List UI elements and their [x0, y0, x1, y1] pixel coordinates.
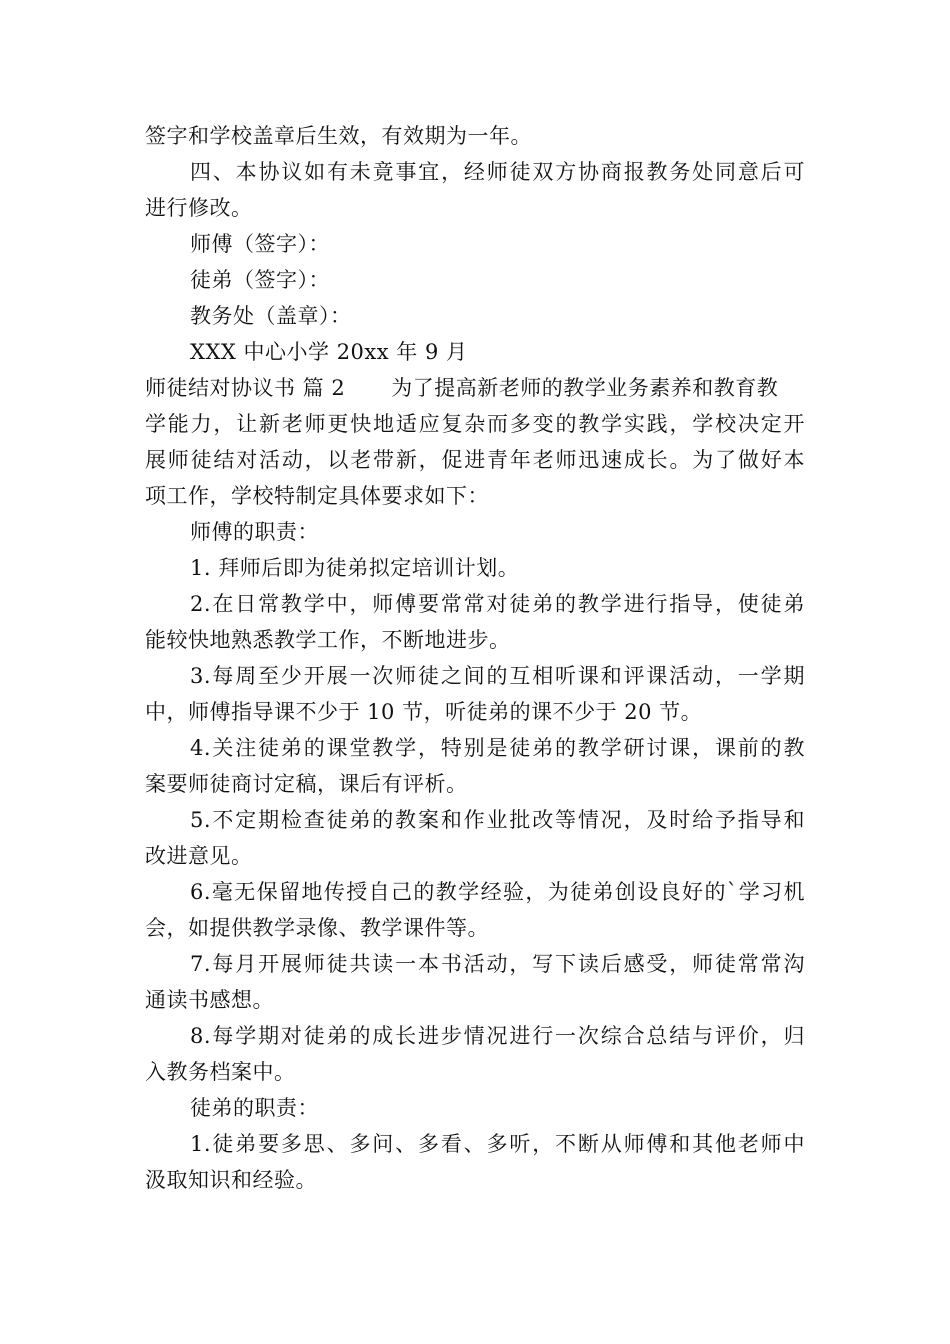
paragraph-line: 展师徒结对活动，以老带新，促进青年老师迅速成长。为了做好本 — [145, 448, 805, 472]
section-title: 师徒结对协议书 篇 2 — [145, 376, 346, 400]
list-item: 3.每周至少开展一次师徒之间的互相听课和评课活动，一学期 — [190, 664, 805, 688]
list-item-continuation: 汲取知识和经验。 — [145, 1168, 317, 1192]
subheading-apprentice-duties: 徒弟的职责： — [190, 1096, 319, 1120]
paragraph-line: 项工作，学校特制定具体要求如下： — [145, 484, 489, 508]
list-item: 4.关注徒弟的课堂教学，特别是徒弟的教学研讨课，课前的教 — [190, 736, 805, 760]
list-item: 8.每学期对徒弟的成长进步情况进行一次综合总结与评价，归 — [190, 1024, 805, 1048]
list-item-continuation: 通读书感想。 — [145, 988, 274, 1012]
paragraph-line: 签字和学校盖章后生效，有效期为一年。 — [145, 124, 532, 148]
list-item: 2.在日常教学中，师傅要常常对徒弟的教学进行指导，使徒弟 — [190, 592, 805, 616]
paragraph-line: 进行修改。 — [145, 196, 253, 220]
list-item-continuation: 入教务档案中。 — [145, 1060, 296, 1084]
seal-line-office: 教务处（盖章）： — [190, 304, 352, 328]
list-item-continuation: 能较快地熟悉教学工作，不断地进步。 — [145, 628, 511, 652]
school-date-line: XXX 中心小学 20xx 年 9 月 — [190, 340, 468, 364]
subheading-master-duties: 师傅的职责： — [190, 520, 319, 544]
list-item-continuation: 中，师傅指导课不少于 10 节，听徒弟的课不少于 20 节。 — [145, 700, 703, 724]
section-heading-line — [145, 373, 778, 403]
signature-line-apprentice: 徒弟（签字）： — [190, 268, 330, 292]
paragraph-line: 四、本协议如有未竟事宜，经师徒双方协商报教务处同意后可 — [190, 160, 805, 184]
paragraph-line: 学能力，让新老师更快地适应复杂而多变的教学实践，学校决定开 — [145, 412, 805, 436]
signature-line-master: 师傅（签字）： — [190, 232, 330, 256]
list-item-continuation: 案要师徒商讨定稿，课后有评析。 — [145, 772, 468, 796]
list-item: 5.不定期检查徒弟的教案和作业批改等情况，及时给予指导和 — [190, 808, 805, 832]
list-item-continuation: 改进意见。 — [145, 844, 253, 868]
list-item: 6.毫无保留地传授自己的教学经验，为徒弟创设良好的`学习机 — [190, 880, 805, 904]
list-item: 1. 拜师后即为徒弟拟定培训计划。 — [190, 556, 520, 580]
list-item: 1.徒弟要多思、多问、多看、多听，不断从师傅和其他老师中 — [190, 1132, 805, 1156]
list-item-continuation: 会，如提供教学录像、教学课件等。 — [145, 916, 489, 940]
list-item: 7.每月开展师徒共读一本书活动，写下读后感受，师徒常常沟 — [190, 952, 805, 976]
paragraph-text: 为了提高新老师的教学业务素养和教育教 — [391, 376, 779, 400]
